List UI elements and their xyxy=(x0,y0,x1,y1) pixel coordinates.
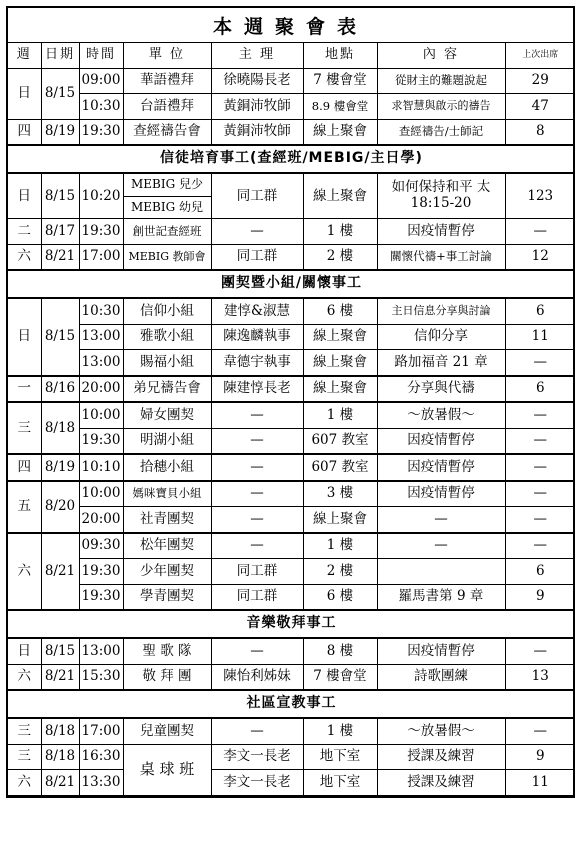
time-cell: 20:00 xyxy=(79,507,123,533)
date-cell: 8/15 xyxy=(41,638,79,664)
date-cell: 8/15 xyxy=(41,298,79,376)
table-row xyxy=(8,638,575,664)
time-cell: 10:00 xyxy=(79,402,123,428)
date-cell: 8/21 xyxy=(41,664,79,690)
section-title-fellowship: 團契暨小組/關懷事工 xyxy=(8,270,575,298)
week-cell: 一 xyxy=(8,376,41,403)
time-cell: 10:30 xyxy=(79,298,123,324)
content-cell: 信仰分享 xyxy=(377,324,505,350)
place-cell: 8.9 樓會堂 xyxy=(303,94,377,120)
host-cell: 同工群 xyxy=(211,559,303,585)
date-cell: 8/16 xyxy=(41,376,79,403)
place-cell: 2 樓 xyxy=(303,559,377,585)
unit-cell: MEBIG 教師會 xyxy=(123,244,211,270)
place-cell: 線上聚會 xyxy=(303,119,377,145)
section-title-music: 音樂敬拜事工 xyxy=(8,610,575,638)
host-cell: 建惇&淑慧 xyxy=(211,298,303,324)
date-cell: 8/15 xyxy=(41,68,79,119)
attendance-cell: — xyxy=(505,402,575,428)
unit-cell: 明湖小組 xyxy=(123,428,211,454)
week-cell: 日 xyxy=(8,298,41,376)
table-row xyxy=(8,454,575,481)
attendance-cell: — xyxy=(505,219,575,245)
unit-label: MEBIG 幼兒 xyxy=(130,199,203,214)
attendance-cell: — xyxy=(505,718,575,744)
place-cell: 線上聚會 xyxy=(303,350,377,376)
section-header xyxy=(8,145,575,173)
unit-cell: 創世記查經班 xyxy=(123,219,211,245)
header-week: 週 xyxy=(8,43,41,68)
section-header xyxy=(8,610,575,638)
unit-cell: 信仰小組 xyxy=(123,298,211,324)
header-place: 地點 xyxy=(303,43,377,68)
content-cell: 查經禱告/士師記 xyxy=(377,119,505,145)
unit-cell: 台語禮拜 xyxy=(123,94,211,120)
attendance-cell: 12 xyxy=(505,244,575,270)
header-row xyxy=(8,43,575,68)
content-cell: 從財主的難題說起 xyxy=(377,68,505,94)
host-cell: — xyxy=(211,219,303,245)
host-cell: 同工群 xyxy=(211,584,303,610)
date-cell: 8/21 xyxy=(41,244,79,270)
table-row xyxy=(8,664,575,690)
place-cell: 地下室 xyxy=(303,770,377,796)
place-cell: 7 樓會堂 xyxy=(303,68,377,94)
table-row xyxy=(8,244,575,270)
host-cell: 陳怡利姊妹 xyxy=(211,664,303,690)
content-cell: 求智慧與啟示的禱告 xyxy=(377,94,505,120)
table-row xyxy=(8,402,575,428)
table-row xyxy=(8,481,575,507)
unit-cell: 少年團契 xyxy=(123,559,211,585)
unit-cell: 媽咪寶貝小組 xyxy=(123,481,211,507)
content-cell: 因疫情暫停 xyxy=(377,219,505,245)
table-row xyxy=(8,68,575,94)
header-unit: 單 位 xyxy=(123,43,211,68)
unit-cell: 學青團契 xyxy=(123,584,211,610)
content-cell: 路加福音 21 章 xyxy=(377,350,505,376)
unit-cell: 婦女團契 xyxy=(123,402,211,428)
host-cell: — xyxy=(211,507,303,533)
table-row xyxy=(8,324,575,350)
time-cell: 19:30 xyxy=(79,559,123,585)
table-row xyxy=(8,559,575,585)
host-cell: — xyxy=(211,638,303,664)
place-cell: 線上聚會 xyxy=(303,376,377,403)
content-cell: 如何保持和平 太 18:15-20 xyxy=(377,173,505,219)
attendance-cell: 6 xyxy=(505,559,575,585)
date-cell: 8/19 xyxy=(41,454,79,481)
content-cell: 因疫情暫停 xyxy=(377,428,505,454)
page-title: 本週聚會表 xyxy=(8,8,573,43)
content-cell: ～放暑假～ xyxy=(377,718,505,744)
unit-cell: 聖 歌 隊 xyxy=(123,638,211,664)
time-cell: 17:00 xyxy=(79,718,123,744)
week-cell: 三 xyxy=(8,718,41,744)
date-cell: 8/21 xyxy=(41,533,79,611)
host-cell: 黃銅沛牧師 xyxy=(211,119,303,145)
section-header xyxy=(8,270,575,298)
content-cell: 授課及練習 xyxy=(377,744,505,770)
attendance-cell: 47 xyxy=(505,94,575,120)
table-row xyxy=(8,219,575,245)
unit-cell: 華語禮拜 xyxy=(123,68,211,94)
host-cell: 同工群 xyxy=(211,173,303,219)
attendance-cell: 8 xyxy=(505,119,575,145)
attendance-cell: 6 xyxy=(505,298,575,324)
date-cell: 8/20 xyxy=(41,481,79,533)
host-cell: 黃銅沛牧師 xyxy=(211,94,303,120)
content-cell: 分享與代禱 xyxy=(377,376,505,403)
week-cell: 日 xyxy=(8,638,41,664)
time-cell: 09:00 xyxy=(79,68,123,94)
content-cell: 羅馬書第 9 章 xyxy=(377,584,505,610)
unit-cell: 拾穗小組 xyxy=(123,454,211,481)
content-cell: 因疫情暫停 xyxy=(377,454,505,481)
week-cell: 六 xyxy=(8,533,41,611)
place-cell: 線上聚會 xyxy=(303,324,377,350)
date-cell: 8/18 xyxy=(41,744,79,770)
schedule-table xyxy=(8,43,575,796)
place-cell: 8 樓 xyxy=(303,638,377,664)
place-cell: 607 教室 xyxy=(303,428,377,454)
content-cell: ～放暑假～ xyxy=(377,402,505,428)
host-cell: 韋德宇執事 xyxy=(211,350,303,376)
attendance-cell: — xyxy=(505,454,575,481)
attendance-cell: — xyxy=(505,507,575,533)
unit-cell: 桌 球 班 xyxy=(123,744,211,795)
attendance-cell: 9 xyxy=(505,744,575,770)
table-row xyxy=(8,94,575,120)
section-title-education: 信徒培育事工(查經班/MEBIG/主日學) xyxy=(8,145,575,173)
time-cell: 10:30 xyxy=(79,94,123,120)
attendance-cell: 13 xyxy=(505,664,575,690)
time-cell: 09:30 xyxy=(79,533,123,559)
date-cell: 8/18 xyxy=(41,718,79,744)
content-cell: 主日信息分享與討論 xyxy=(377,298,505,324)
attendance-cell: 9 xyxy=(505,584,575,610)
place-cell: 6 樓 xyxy=(303,584,377,610)
unit-label: MEBIG 兒少 xyxy=(124,174,211,197)
host-cell: — xyxy=(211,533,303,559)
place-cell: 1 樓 xyxy=(303,219,377,245)
attendance-cell: — xyxy=(505,350,575,376)
time-cell: 19:30 xyxy=(79,119,123,145)
time-cell: 16:30 xyxy=(79,744,123,770)
host-cell: 李文一長老 xyxy=(211,744,303,770)
week-cell: 六 xyxy=(8,664,41,690)
week-cell: 四 xyxy=(8,454,41,481)
attendance-cell: 123 xyxy=(505,173,575,219)
date-cell: 8/21 xyxy=(41,770,79,796)
attendance-cell: 29 xyxy=(505,68,575,94)
attendance-cell: — xyxy=(505,638,575,664)
table-row xyxy=(8,350,575,376)
time-cell: 13:00 xyxy=(79,350,123,376)
unit-cell: 敬 拜 團 xyxy=(123,664,211,690)
attendance-cell: 11 xyxy=(505,324,575,350)
content-cell: 關懷代禱+事工討論 xyxy=(377,244,505,270)
week-cell: 三 xyxy=(8,744,41,770)
attendance-cell: — xyxy=(505,428,575,454)
week-cell: 日 xyxy=(8,173,41,219)
content-cell: 授課及練習 xyxy=(377,770,505,796)
date-cell: 8/18 xyxy=(41,402,79,454)
time-cell: 13:00 xyxy=(79,324,123,350)
header-last-attendance: 上次出席 xyxy=(505,43,575,68)
week-cell: 六 xyxy=(8,770,41,796)
time-cell: 13:30 xyxy=(79,770,123,796)
section-title-community: 社區宣教事工 xyxy=(8,690,575,718)
date-cell: 8/19 xyxy=(41,119,79,145)
date-cell: 8/17 xyxy=(41,219,79,245)
place-cell: 2 樓 xyxy=(303,244,377,270)
content-cell: 因疫情暫停 xyxy=(377,638,505,664)
place-cell: 1 樓 xyxy=(303,402,377,428)
host-cell: — xyxy=(211,454,303,481)
content-cell: — xyxy=(377,533,505,559)
host-cell: — xyxy=(211,428,303,454)
schedule-sheet xyxy=(6,6,575,798)
place-cell: 線上聚會 xyxy=(303,173,377,219)
header-content: 內 容 xyxy=(377,43,505,68)
time-cell: 19:30 xyxy=(79,428,123,454)
time-cell: 13:00 xyxy=(79,638,123,664)
place-cell: 線上聚會 xyxy=(303,507,377,533)
week-cell: 日 xyxy=(8,68,41,119)
week-cell: 三 xyxy=(8,402,41,454)
attendance-cell: 11 xyxy=(505,770,575,796)
time-cell: 10:10 xyxy=(79,454,123,481)
time-cell: 17:00 xyxy=(79,244,123,270)
table-row xyxy=(8,119,575,145)
table-row xyxy=(8,584,575,610)
host-cell: — xyxy=(211,718,303,744)
week-cell: 四 xyxy=(8,119,41,145)
unit-cell: 賜福小組 xyxy=(123,350,211,376)
table-row xyxy=(8,744,575,770)
time-cell: 19:30 xyxy=(79,584,123,610)
place-cell: 地下室 xyxy=(303,744,377,770)
content-cell: — xyxy=(377,507,505,533)
header-date: 日期 xyxy=(41,43,79,68)
place-cell: 1 樓 xyxy=(303,533,377,559)
time-cell: 15:30 xyxy=(79,664,123,690)
time-cell: 20:00 xyxy=(79,376,123,403)
table-row xyxy=(8,298,575,324)
date-cell: 8/15 xyxy=(41,173,79,219)
table-row xyxy=(8,376,575,403)
attendance-cell: — xyxy=(505,481,575,507)
unit-cell: 兒童團契 xyxy=(123,718,211,744)
host-cell: 陳建惇長老 xyxy=(211,376,303,403)
week-cell: 二 xyxy=(8,219,41,245)
host-cell: — xyxy=(211,481,303,507)
host-cell: 李文一長老 xyxy=(211,770,303,796)
host-cell: 徐曉陽長老 xyxy=(211,68,303,94)
header-time: 時間 xyxy=(79,43,123,68)
table-row xyxy=(8,718,575,744)
table-row xyxy=(8,770,575,796)
host-cell: — xyxy=(211,402,303,428)
time-cell: 19:30 xyxy=(79,219,123,245)
place-cell: 1 樓 xyxy=(303,718,377,744)
content-cell: 詩歌團練 xyxy=(377,664,505,690)
table-row xyxy=(8,428,575,454)
table-row xyxy=(8,533,575,559)
content-cell xyxy=(377,559,505,585)
attendance-cell: 6 xyxy=(505,376,575,403)
time-cell: 10:20 xyxy=(79,173,123,219)
unit-cell: 松年團契 xyxy=(123,533,211,559)
table-row xyxy=(8,507,575,533)
place-cell: 3 樓 xyxy=(303,481,377,507)
week-cell: 五 xyxy=(8,481,41,533)
place-cell: 6 樓 xyxy=(303,298,377,324)
unit-cell-split xyxy=(123,173,211,219)
header-host: 主 理 xyxy=(211,43,303,68)
section-header xyxy=(8,690,575,718)
host-cell: 同工群 xyxy=(211,244,303,270)
host-cell: 陳逸麟執事 xyxy=(211,324,303,350)
place-cell: 607 教室 xyxy=(303,454,377,481)
unit-cell: 弟兄禱告會 xyxy=(123,376,211,403)
attendance-cell: — xyxy=(505,533,575,559)
unit-cell: 社青團契 xyxy=(123,507,211,533)
unit-cell: 查經禱告會 xyxy=(123,119,211,145)
content-cell: 因疫情暫停 xyxy=(377,481,505,507)
table-row xyxy=(8,173,575,219)
unit-cell: 雅歌小組 xyxy=(123,324,211,350)
place-cell: 7 樓會堂 xyxy=(303,664,377,690)
week-cell: 六 xyxy=(8,244,41,270)
time-cell: 10:00 xyxy=(79,481,123,507)
